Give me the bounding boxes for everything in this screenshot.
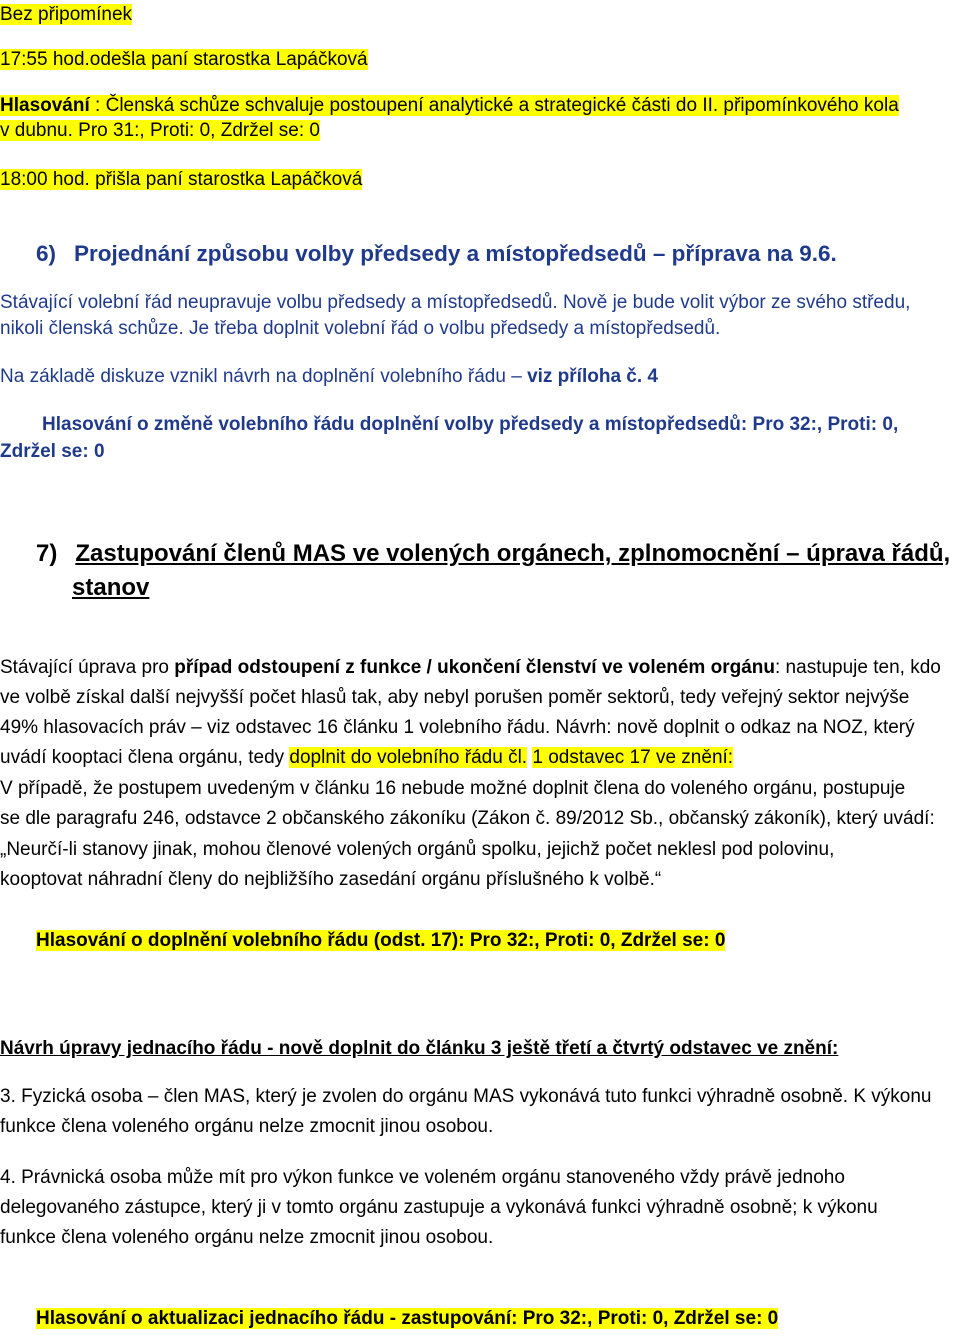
proposal-text: Na základě diskuze vznikl návrh na doplnění volebního řádu – [0, 366, 528, 387]
bold-text: případ odstoupení z funkce / ukončení členství ve voleném orgánu [174, 657, 775, 678]
highlighted-text: Hlasování o doplnění volebního řádu (odst. 17): Pro 32:, Proti: 0, Zdržel se: 0 [36, 930, 726, 951]
para-6-line-2: nikoli členská schůze. Je třeba doplnit volební řád o volbu předsedy a místopředsedů. [0, 318, 721, 339]
para-7-line-2: ve volbě získal další nejvyšší počet hlasů tak, aby nebyl porušen poměr sektorů, tedy veřejný sektor nejvýše [0, 687, 910, 708]
heading-section-7-cont: stanov [72, 574, 150, 601]
vote-7 [36, 929, 725, 953]
section-number: 7) [36, 540, 58, 567]
line-no-comments [0, 3, 132, 27]
para-7-line-3: 49% hlasovacích práv – viz odstavec 16 článku 1 volebního řádu. Návrh: nově doplnit o odkaz na NOZ, který [0, 717, 915, 738]
para-7-line-4 [0, 746, 733, 770]
vote-label: Hlasování [0, 95, 90, 116]
text-run: Stávající úprava pro [0, 657, 175, 678]
line-vote-1a [0, 94, 899, 118]
highlighted-text: 17:55 hod.odešla paní starostka Lapáčková [0, 49, 368, 70]
highlighted-text: 1 odstavec 17 ve znění: [532, 747, 734, 768]
heading-section-6 [36, 242, 837, 266]
para-6-line-1: Stávající volební řád neupravuje volbu předsedy a místopředsedů. Nově je bude volit výbor ze svého středu, [0, 292, 911, 313]
proposal-heading: Návrh úpravy jednacího řádu - nově doplnit do článku 3 ještě třetí a čtvrtý odstavec ve znění: [0, 1038, 839, 1059]
para-7-line-5: V případě, že postupem uvedeným v článku 16 nebude možné doplnit člena do voleného orgánu, postupuje [0, 778, 906, 799]
highlighted-text: Hlasování o aktualizaci jednacího řádu - zastupování: Pro 32:, Proti: 0, Zdržel se: 0 [36, 1308, 779, 1329]
attachment-ref: viz příloha č. 4 [527, 366, 658, 387]
text-run: : nastupuje ten, kdo [775, 657, 941, 678]
highlighted-text: doplnit do volebního řádu čl. [289, 747, 528, 768]
section-number: 6) [36, 241, 57, 266]
text-run: uvádí kooptaci člena orgánu, tedy [0, 747, 290, 768]
vote-6-line-1: Hlasování o změně volebního řádu doplnění volby předsedy a místopředsedů: Pro 32:, Proti: 0, [42, 414, 899, 435]
vote-6-line-2: Zdržel se: 0 [0, 441, 105, 462]
line-departure [0, 48, 368, 72]
line-arrival [0, 168, 362, 192]
vote-text: : Členská schůze schvaluje postoupení analytické a strategické části do II. připomínkového kola [89, 95, 899, 116]
para-7-line-6: se dle paragrafu 246, odstavce 2 občanského zákoníku (Zákon č. 89/2012 Sb., občanský zákoník), který uvádí: [0, 808, 935, 829]
highlighted-text: Bez připomínek [0, 4, 133, 25]
item-4-line-2: delegovaného zástupce, který ji v tomto orgánu zastupuje a vykonává funkci výhradně osobně; k výkonu [0, 1197, 878, 1218]
item-4-line-3: funkce člena voleného orgánu nelze zmocnit jinou osobou. [0, 1227, 494, 1248]
item-4-line-1: 4. Právnická osoba může mít pro výkon funkce ve voleném orgánu stanoveného vždy právě jednoho [0, 1167, 845, 1188]
section-title: Zastupování členů MAS ve volených orgánech, zplnomocnění – úprava řádů, [75, 540, 951, 567]
line-vote-1b [0, 119, 320, 143]
para-6-line-3 [0, 365, 658, 389]
highlighted-text: 18:00 hod. přišla paní starostka Lapáčková [0, 169, 363, 190]
para-7-line-1 [0, 656, 941, 680]
section-title: Projednání způsobu volby předsedy a místopředsedů – příprava na 9.6. [74, 241, 837, 266]
heading-section-7 [36, 542, 950, 566]
vote-last [36, 1307, 778, 1331]
vote-result: v dubnu. Pro 31:, Proti: 0, Zdržel se: 0 [0, 120, 320, 141]
item-3-line-2: funkce člena voleného orgánu nelze zmocnit jinou osobou. [0, 1116, 494, 1137]
item-3-line-1: 3. Fyzická osoba – člen MAS, který je zvolen do orgánu MAS vykonává tuto funkci výhradně osobně. K výkonu [0, 1086, 932, 1107]
para-7-line-8: kooptovat náhradní členy do nejbližšího zasedání orgánu příslušného k volbě.“ [0, 869, 662, 890]
para-7-line-7: „Neurčí-li stanovy jinak, mohou členové volených orgánů spolku, jejichž počet neklesl pod polovinu, [0, 839, 835, 860]
